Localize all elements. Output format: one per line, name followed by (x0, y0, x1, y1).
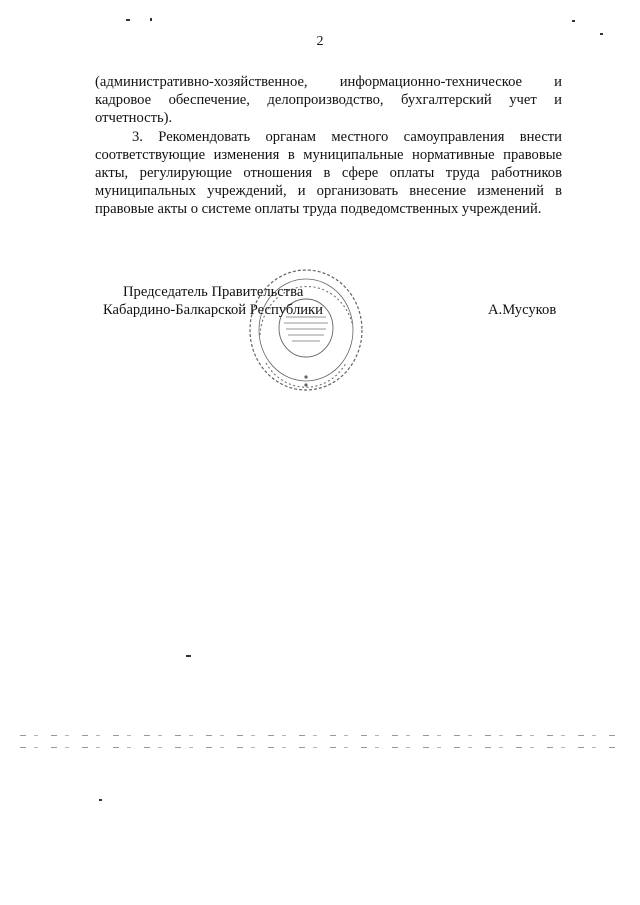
scan-mark (186, 655, 191, 657)
continuation-paragraph: (административно-хозяйственное, информационно-техническое и кадровое обеспечение, делопроизводство, бухгалтерский учет и отчетность). (95, 74, 562, 127)
signatory-title-line1: Председатель Правительства (123, 284, 304, 300)
scan-mark (600, 33, 603, 35)
signatory-title-line2: Кабардино-Балкарской Республики (103, 302, 323, 319)
scan-mark (150, 18, 152, 21)
scan-mark (572, 20, 575, 22)
scan-artifact-line (20, 735, 620, 736)
paragraph-3: 3. Рекомендовать органам местного самоуправления внести соответствующие изменения в муниципальные нормативные правовые акты, регулирующие отношения в сфере оплаты труда работников муниципальных учреждений, и организовать внесение изменений в правовые акты о системе оплаты труда подведомственных учреждений. (95, 128, 562, 218)
signatory-name: А.Мусуков (488, 302, 557, 318)
scan-mark (126, 19, 130, 21)
body-text (95, 73, 562, 219)
scan-artifact-line (20, 747, 620, 748)
official-seal-icon (246, 265, 366, 395)
scan-mark (99, 799, 102, 801)
page-number: 2 (316, 34, 324, 49)
